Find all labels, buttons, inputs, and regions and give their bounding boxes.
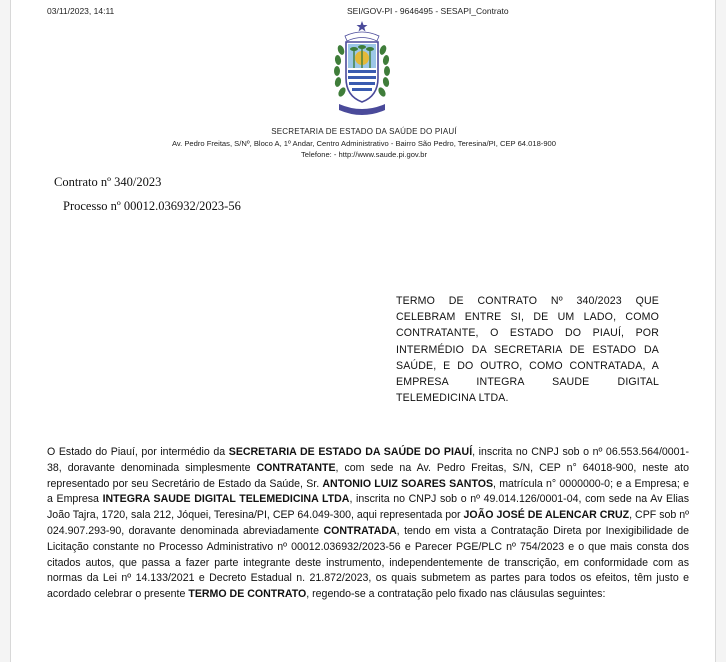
preamble-text: , tendo em vista a Contratação Direta por Inexigibilidade de Licitação constante no Processo Administrativo nº 00012.036932/2023-56 e Parecer PGE/PLC nº 754/2023 e o que mais consta dos citados autos, que passa a fazer parte integrante deste instrumento, independentemente de transcrição, em conformidade com as normas da Lei nº 14.133/2021 e Decreto Estadual n. 21.872/2023, os quais submetem as partes para todos os efeitos, têm justo e acordado celebrar o presente xyxy=(47,524,690,601)
secretary-name: ANTONIO LUIZ SOARES SANTOS xyxy=(322,477,494,490)
contract-preamble xyxy=(47,445,689,603)
process-number: Processo nº 00012.036932/2023-56 xyxy=(63,199,241,213)
org-address: Av. Pedro Freitas, S/Nº, Bloco A, 1º Andar, Centro Administrativo - Bairro São Pedro, Teresina/PI, CEP 64.018-900 xyxy=(171,138,557,148)
preamble-text: , com sede na Av. Pedro Freitas, S/N, CEP n° 64018-900, neste ato representado por seu Secretário de Estado da Saúde, Sr. xyxy=(47,461,689,490)
contract-number: Contrato nº 340/2023 xyxy=(54,175,162,189)
contract-term: TERMO DE CONTRATO xyxy=(188,588,307,601)
company-name: INTEGRA SAUDE DIGITAL TELEMEDICINA LTDA xyxy=(102,493,350,506)
state-coat-of-arms xyxy=(331,20,393,120)
org-contact: Telefone: - http://www.saude.pi.gov.br xyxy=(300,150,428,159)
representative-name: JOÃO JOSÉ DE ALENCAR CRUZ xyxy=(463,509,630,522)
print-datetime: 03/11/2023, 14:11 xyxy=(47,6,115,16)
preamble-text: , matrícula n° 0000000-0; e a Empresa; e a Empresa xyxy=(47,477,690,506)
preamble-text: , inscrita no CNPJ sob o nº 49.014.126/0001-04, com sede na Av Elias João Tajra, 1720, sala 212, Jóquei, Teresina/PI, CEP 64.049-300, aqui representada por xyxy=(47,493,689,522)
issuer-block xyxy=(11,126,717,161)
preamble-text: O Estado do Piauí, por intermédio da xyxy=(47,446,229,458)
contracting-agency: SECRETARIA DE ESTADO DA SAÚDE DO PIAUÍ xyxy=(228,446,473,458)
document-page xyxy=(10,0,716,662)
print-doc-reference: SEI/GOV-PI - 9646495 - SESAPI_Contrato xyxy=(347,6,509,16)
preamble-text: , CPF sob nº 024.907.293-90, doravante denominada abreviadamente xyxy=(47,509,689,537)
org-name: SECRETARIA DE ESTADO DA SAÚDE DO PIAUÍ xyxy=(271,127,457,136)
contract-summary: TERMO DE CONTRATO Nº 340/2023 QUE CELEBRAM ENTRE SI, DE UM LADO, COMO CONTRATANTE, O ESTADO DO PIAUÍ, POR INTERMÉDIO DA SECRETARIA DE ESTADO DA SAÚDE, E DO OUTRO, COMO CONTRATADA, A EMPRESA INTEGRA SAUDE DIGITAL TELEMEDICINA LTDA. xyxy=(396,295,659,405)
contratante-term: CONTRATANTE xyxy=(256,461,336,474)
contratada-term: CONTRATADA xyxy=(323,524,397,537)
preamble-text: , inscrita no CNPJ sob o nº 06.553.564/0001-38, doravante denominada simplesmente xyxy=(47,446,689,474)
preamble-text: , regendo-se a contratação pelo fixado nas cláusulas seguintes: xyxy=(306,588,606,601)
